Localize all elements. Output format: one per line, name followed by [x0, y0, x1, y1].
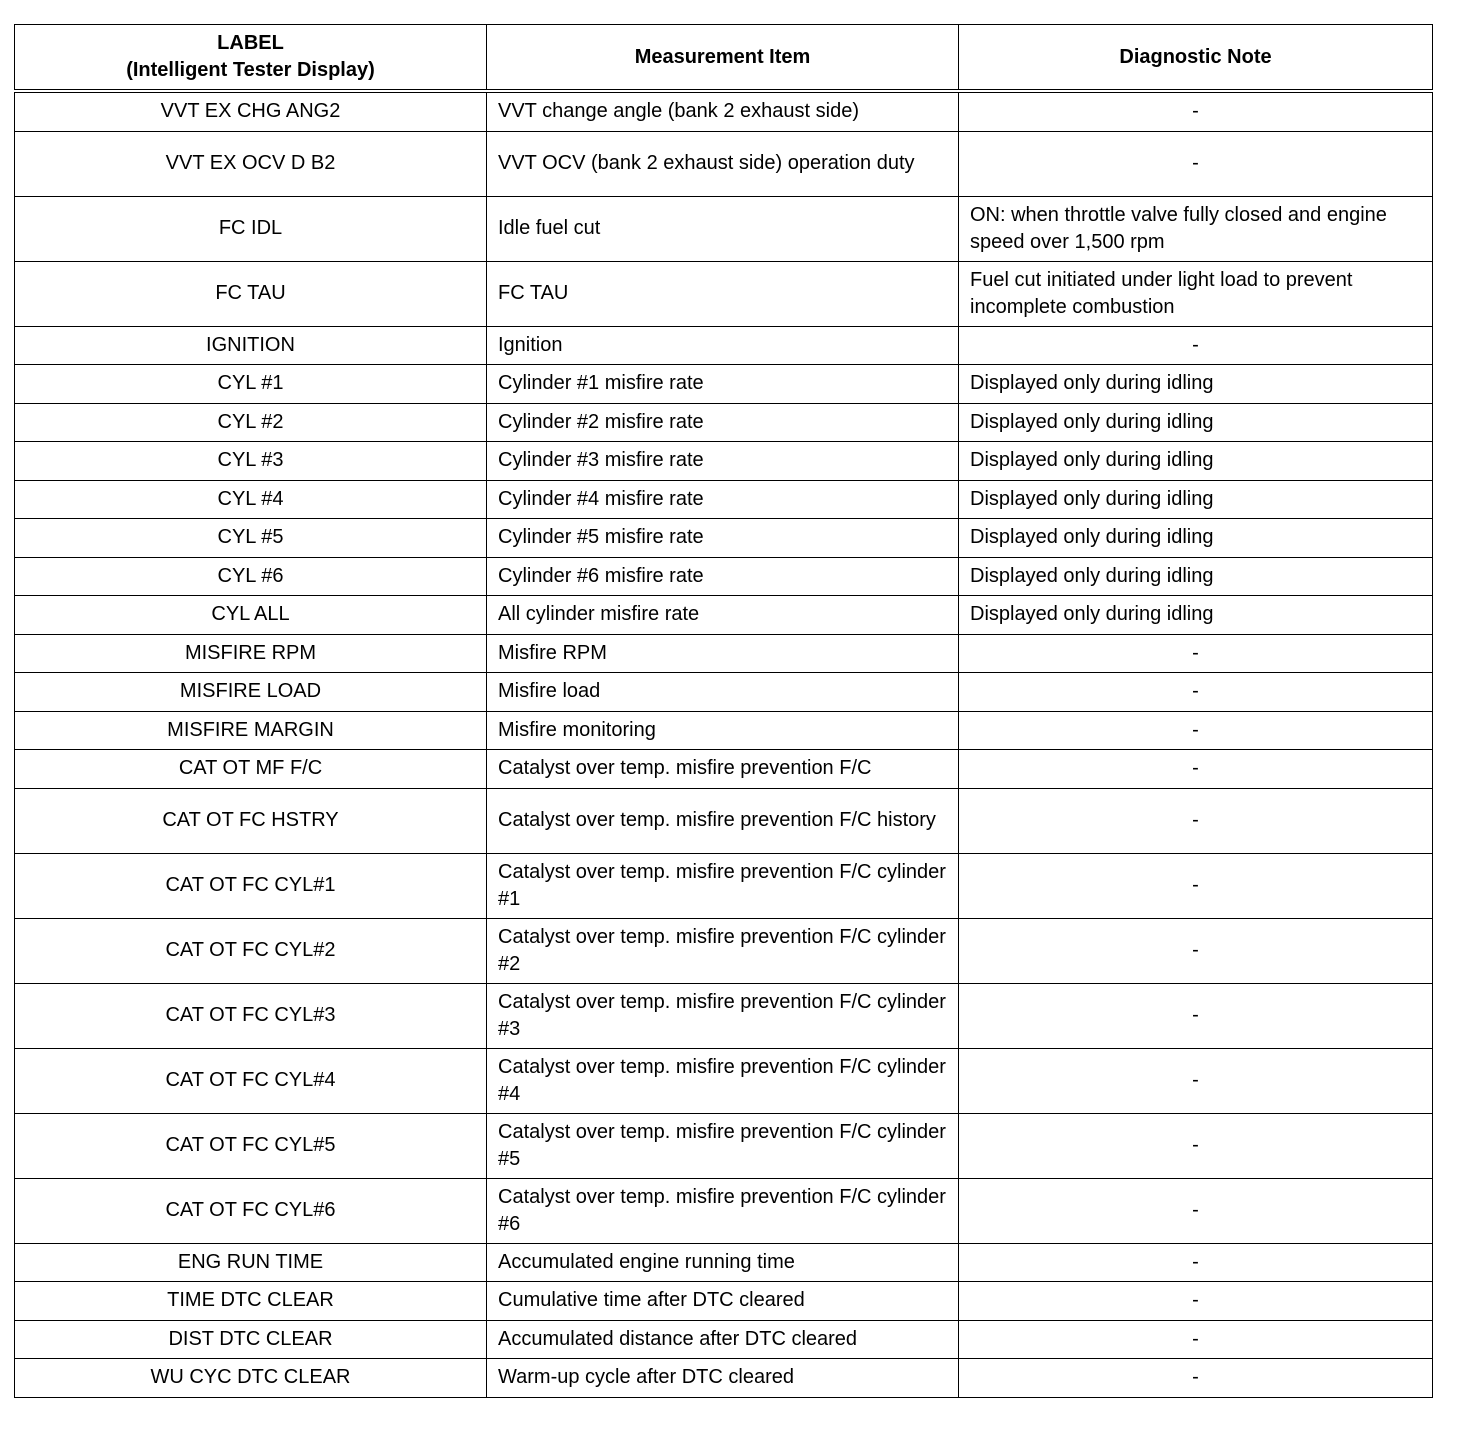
measurement-item-cell: Misfire RPM [487, 634, 959, 673]
table-row [15, 480, 1433, 519]
diagnostic-note-cell: Fuel cut initiated under light load to prevent incomplete combustion [959, 261, 1433, 326]
label-cell: CAT OT FC CYL#5 [15, 1113, 487, 1178]
diagnostic-note-cell: Displayed only during idling [959, 403, 1433, 442]
diagnostic-note-cell: - [959, 1113, 1433, 1178]
measurement-item-cell: Catalyst over temp. misfire prevention F/C cylinder #1 [487, 853, 959, 918]
measurement-item-cell: VVT change angle (bank 2 exhaust side) [487, 91, 959, 131]
label-cell: WU CYC DTC CLEAR [15, 1359, 487, 1398]
diagnostic-note-column-header: Diagnostic Note [959, 25, 1433, 92]
diagnostic-note-cell: - [959, 91, 1433, 131]
diagnostic-note-cell: - [959, 131, 1433, 196]
diagnostic-note-cell: Displayed only during idling [959, 596, 1433, 635]
label-cell: CYL #5 [15, 519, 487, 558]
label-cell: CYL #2 [15, 403, 487, 442]
table-row [15, 918, 1433, 983]
label-cell: MISFIRE MARGIN [15, 711, 487, 750]
diagnostic-note-cell: - [959, 918, 1433, 983]
measurement-item-cell: Warm-up cycle after DTC cleared [487, 1359, 959, 1398]
label-cell: CAT OT FC CYL#4 [15, 1048, 487, 1113]
measurement-item-cell: Misfire monitoring [487, 711, 959, 750]
label-cell: DIST DTC CLEAR [15, 1320, 487, 1359]
diagnostic-note-cell: - [959, 788, 1433, 853]
diagnostic-note-cell: Displayed only during idling [959, 365, 1433, 404]
table-header [15, 25, 1433, 92]
measurement-item-cell: Ignition [487, 326, 959, 365]
label-header-line2: (Intelligent Tester Display) [126, 59, 375, 81]
label-cell: CYL #1 [15, 365, 487, 404]
measurement-item-cell: Idle fuel cut [487, 196, 959, 261]
data-list-sheet [14, 24, 1432, 1398]
table-row [15, 596, 1433, 635]
diagnostic-note-cell: - [959, 1048, 1433, 1113]
measurement-item-cell: Cylinder #4 misfire rate [487, 480, 959, 519]
table-row [15, 261, 1433, 326]
label-cell: MISFIRE RPM [15, 634, 487, 673]
label-cell: ENG RUN TIME [15, 1243, 487, 1282]
label-cell: CYL #4 [15, 480, 487, 519]
measurement-item-cell: Misfire load [487, 673, 959, 712]
label-cell: CAT OT FC CYL#6 [15, 1178, 487, 1243]
table-row [15, 365, 1433, 404]
table-row [15, 1178, 1433, 1243]
measurement-item-cell: Catalyst over temp. misfire prevention F/C cylinder #2 [487, 918, 959, 983]
measurement-item-column-header: Measurement Item [487, 25, 959, 92]
diagnostic-note-cell: - [959, 711, 1433, 750]
diagnostic-note-cell: Displayed only during idling [959, 519, 1433, 558]
label-cell: CAT OT FC CYL#1 [15, 853, 487, 918]
measurement-item-cell: VVT OCV (bank 2 exhaust side) operation duty [487, 131, 959, 196]
measurement-item-cell: Cylinder #3 misfire rate [487, 442, 959, 481]
measurement-item-cell: Catalyst over temp. misfire prevention F/C cylinder #5 [487, 1113, 959, 1178]
table-row [15, 557, 1433, 596]
table-row [15, 1282, 1433, 1321]
label-cell: CAT OT MF F/C [15, 750, 487, 789]
measurement-item-cell: FC TAU [487, 261, 959, 326]
measurement-item-cell: Catalyst over temp. misfire prevention F/C cylinder #3 [487, 983, 959, 1048]
table-row [15, 711, 1433, 750]
label-column-header [15, 25, 487, 92]
diagnostic-note-cell: - [959, 326, 1433, 365]
table-row [15, 1243, 1433, 1282]
table-row [15, 853, 1433, 918]
table-row [15, 673, 1433, 712]
diagnostic-note-cell: - [959, 853, 1433, 918]
measurement-item-cell: Catalyst over temp. misfire prevention F/C cylinder #6 [487, 1178, 959, 1243]
table-row [15, 750, 1433, 789]
label-cell: CAT OT FC CYL#3 [15, 983, 487, 1048]
label-cell: MISFIRE LOAD [15, 673, 487, 712]
measurement-item-cell: All cylinder misfire rate [487, 596, 959, 635]
diagnostic-note-cell: - [959, 983, 1433, 1048]
diagnostic-note-cell: - [959, 1320, 1433, 1359]
table-row [15, 196, 1433, 261]
table-row [15, 519, 1433, 558]
diagnostic-note-cell: ON: when throttle valve fully closed and engine speed over 1,500 rpm [959, 196, 1433, 261]
table-row [15, 403, 1433, 442]
table-row [15, 1359, 1433, 1398]
measurement-item-cell: Accumulated distance after DTC cleared [487, 1320, 959, 1359]
measurement-item-cell: Cumulative time after DTC cleared [487, 1282, 959, 1321]
diagnostic-note-cell: Displayed only during idling [959, 442, 1433, 481]
measurement-item-cell: Catalyst over temp. misfire prevention F/C history [487, 788, 959, 853]
diagnostic-note-cell: - [959, 1359, 1433, 1398]
measurement-item-cell: Accumulated engine running time [487, 1243, 959, 1282]
diagnostic-note-cell: - [959, 1243, 1433, 1282]
measurement-item-cell: Cylinder #1 misfire rate [487, 365, 959, 404]
data-list-table [14, 24, 1433, 1398]
label-cell: TIME DTC CLEAR [15, 1282, 487, 1321]
diagnostic-note-cell: Displayed only during idling [959, 480, 1433, 519]
table-body [15, 91, 1433, 1397]
measurement-item-cell: Cylinder #6 misfire rate [487, 557, 959, 596]
table-row [15, 788, 1433, 853]
label-header-line1: LABEL [217, 32, 284, 54]
measurement-item-cell: Cylinder #5 misfire rate [487, 519, 959, 558]
measurement-item-cell: Catalyst over temp. misfire prevention F/C cylinder #4 [487, 1048, 959, 1113]
table-row [15, 326, 1433, 365]
label-cell: VVT EX CHG ANG2 [15, 91, 487, 131]
label-cell: CAT OT FC CYL#2 [15, 918, 487, 983]
label-cell: FC IDL [15, 196, 487, 261]
table-row [15, 131, 1433, 196]
table-row [15, 1113, 1433, 1178]
diagnostic-note-cell: Displayed only during idling [959, 557, 1433, 596]
diagnostic-note-cell: - [959, 1282, 1433, 1321]
header-row [15, 25, 1433, 92]
diagnostic-note-cell: - [959, 634, 1433, 673]
table-row [15, 1320, 1433, 1359]
measurement-item-cell: Cylinder #2 misfire rate [487, 403, 959, 442]
label-cell: VVT EX OCV D B2 [15, 131, 487, 196]
diagnostic-note-cell: - [959, 673, 1433, 712]
table-row [15, 442, 1433, 481]
label-cell: CYL ALL [15, 596, 487, 635]
table-row [15, 1048, 1433, 1113]
label-cell: CAT OT FC HSTRY [15, 788, 487, 853]
table-row [15, 91, 1433, 131]
diagnostic-note-cell: - [959, 750, 1433, 789]
label-cell: IGNITION [15, 326, 487, 365]
table-row [15, 983, 1433, 1048]
label-cell: FC TAU [15, 261, 487, 326]
label-cell: CYL #6 [15, 557, 487, 596]
diagnostic-note-cell: - [959, 1178, 1433, 1243]
table-row [15, 634, 1433, 673]
label-cell: CYL #3 [15, 442, 487, 481]
measurement-item-cell: Catalyst over temp. misfire prevention F/C [487, 750, 959, 789]
